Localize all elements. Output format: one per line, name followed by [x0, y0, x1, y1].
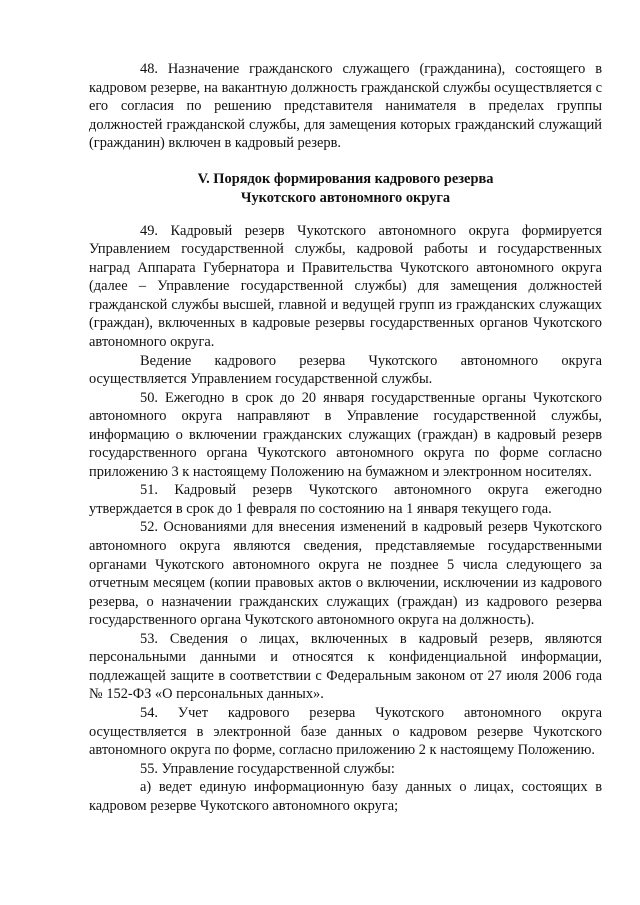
section-heading	[89, 170, 602, 208]
section-title-line-1: V. Порядок формирования кадрового резерва	[197, 170, 494, 187]
section-title-line-2: Чукотского автономного округа	[240, 189, 451, 206]
paragraph-55a: а) ведет единую информационную базу данных о лицах, состоящих в кадровом резерве Чукотского автономного округа;	[89, 779, 602, 814]
document-body	[89, 60, 602, 815]
paragraph-55: 55. Управление государственной службы:	[140, 760, 395, 777]
paragraph-50: 50. Ежегодно в срок до 20 января государственные органы Чукотского автономного округа направляют в Управление государственной службы, информацию о включении гражданских служащих (граждан) в кадровый резерв государственного органа Чукотского автономного округа по форме согласно приложению 3 к настоящему Положению на бумажном и электронном носителях.	[89, 389, 602, 480]
paragraph-52: 52. Основаниями для внесения изменений в кадровый резерв Чукотского автономного округа являются сведения, представляемые государственными органами Чукотского автономного округа не позднее 5 числа следующего за отчетным месяцем (копии правовых актов о включении, исключении из кадрового резерва, о назначении гражданских служащих (граждан) из кадрового резерва государственного органа Чукотского автономного округа на должность).	[89, 519, 602, 629]
paragraph-53: 53. Сведения о лицах, включенных в кадровый резерв, являются персональными данными и относятся к конфиденциальной информации, подлежащей защите в соответствии с Федеральным законом от 27 июля 2006 года № 152-ФЗ «О персональных данных».	[89, 630, 602, 703]
paragraph-49-continuation: Ведение кадрового резерва Чукотского автономного округа осуществляется Управлением государственной службы.	[89, 352, 602, 388]
paragraph-49: 49. Кадровый резерв Чукотского автономного округа формируется Управлением государственной службы, кадровой работы и государственных наград Аппарата Губернатора и Правительства Чукотского автономного округа (далее – Управление государственной службы) для замещения должностей гражданской службы высшей, главной и ведущей групп из гражданских служащих (граждан), включенных в кадровые резервы государственных органов Чукотского автономного округа.	[89, 222, 602, 351]
paragraph-48: 48. Назначение гражданского служащего (гражданина), состоящего в кадровом резерве, на вакантную должность гражданской службы осуществляется с его согласия по решению представителя нанимателя в пределах группы должностей гражданской службы, для замещения которых гражданский служащий (гражданин) включен в кадровый резерв.	[89, 61, 602, 152]
paragraph-54: 54. Учет кадрового резерва Чукотского автономного округа осуществляется в электронной базе данных о кадровом резерве Чукотского автономного округа по форме, согласно приложению 2 к настоящему Положению.	[89, 704, 602, 759]
paragraph-51: 51. Кадровый резерв Чукотского автономного округа ежегодно утверждается в срок до 1 февраля по состоянию на 1 января текущего года.	[89, 482, 602, 517]
